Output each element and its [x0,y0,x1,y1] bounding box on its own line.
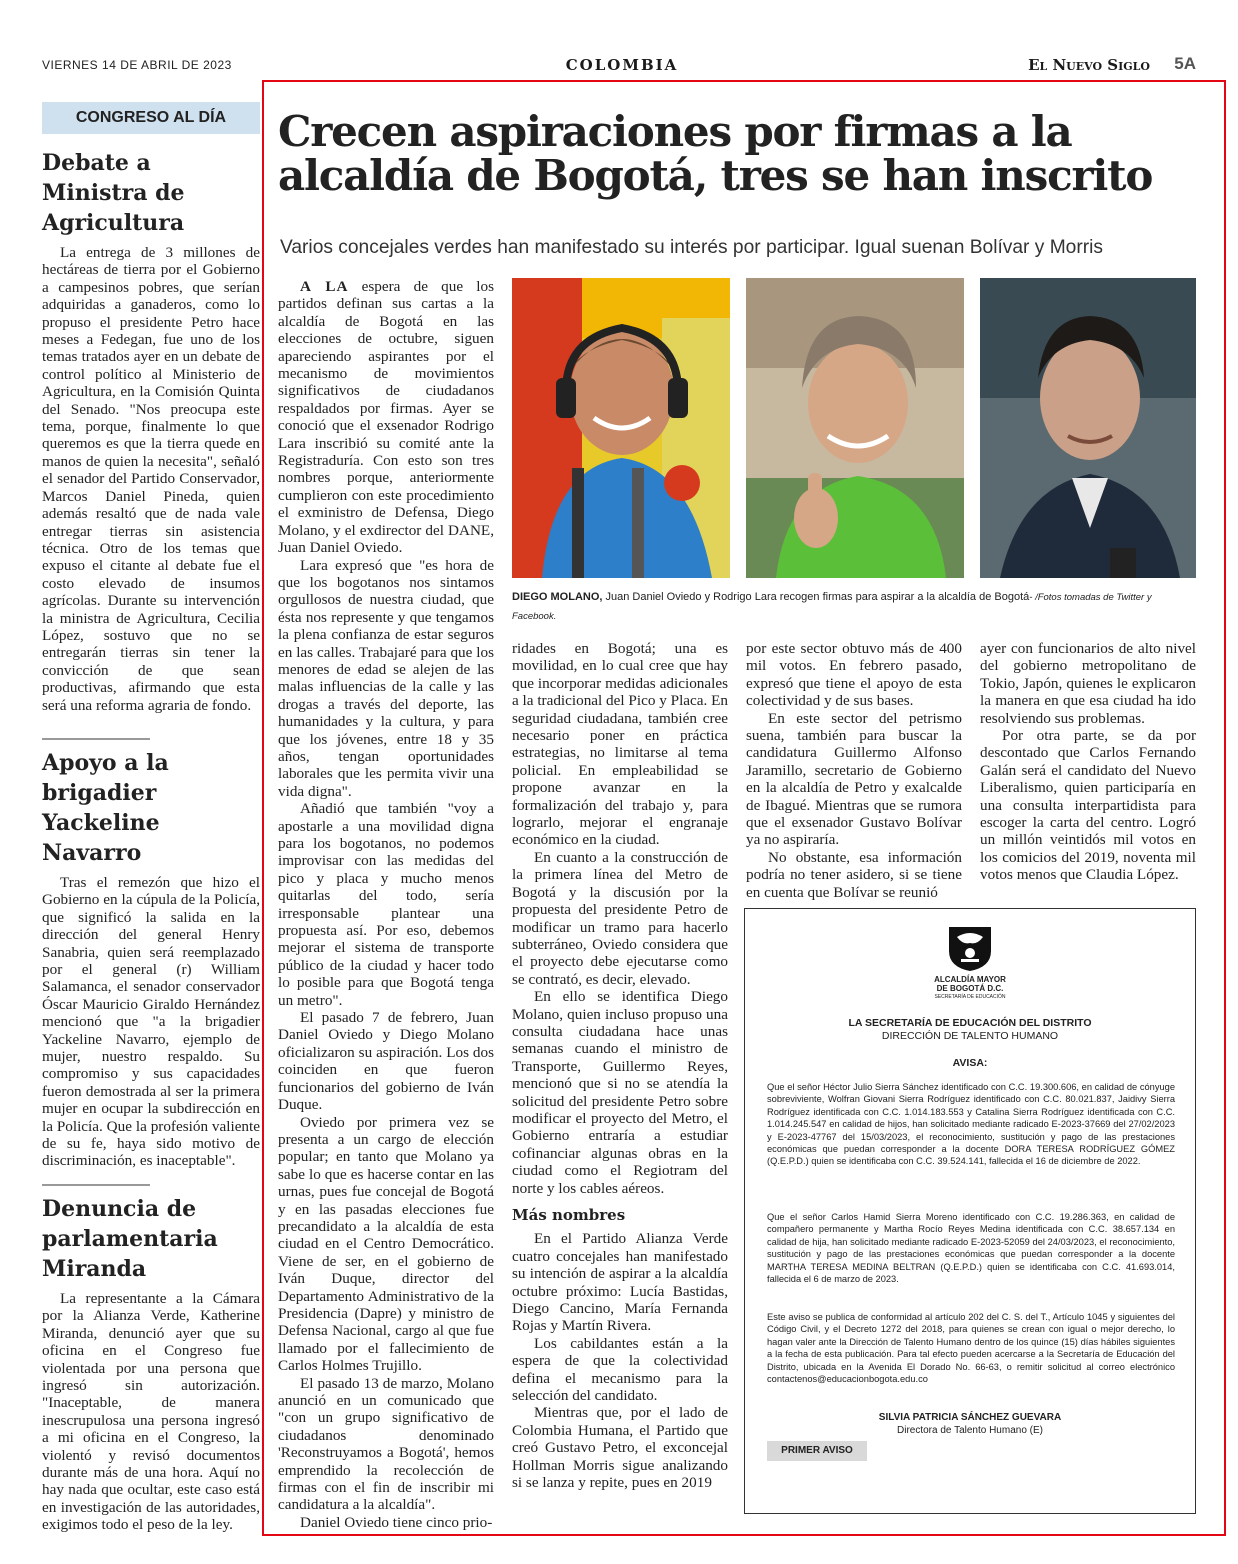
sidebar-story-body: La entrega de 3 millones de hectáreas de tierra por el Gobierno a campesinos pobres, que serían adquiridas a ganaderos, como lo propuso el presidente Petro hace meses a Fedegan, fue uno de los temas tratados ayer en un debate de control político al Ministerio de Agricultura, en la Comisión Quinta del Senado. "Nos preocupa este tema, porque, finalmente lo que queremos es que la tierra quede en manos de quien la necesita", señaló el senador del Partido Conservador, Marcos Daniel Pineda, quien además resaltó que de nada vale entregar tierras sin asistencia técnica. Otro de los temas que expuso el citante al debate fue el costo elevado de insumos agrícolas. Durante su intervención la ministra de Agricultura, Cecilia López, sostuvo que no se entregarán tierras sin tener la convicción de que sean productivas, afirmando que esta será una reforma agraria de fondo. [42,244,260,714]
photo-juan-daniel-oviedo [746,278,964,578]
bogota-coat-of-arms-icon [943,923,997,973]
article-column-4 [980,640,1196,884]
article-paragraph: ridades en Bogotá; una es movilidad, en lo cual cree que hay que incorporar medidas adicionales a la tradicional del Pico y Placa. En seguridad ciudadana, también cree necesario poner en práctica estrategias, no limitarse al tema policial. En empleabilidad se propone avanzar en la formalización del trabajo y, para lograrlo, mejorar el engranaje económico en la ciudad. [512,640,728,849]
article-paragraph: En el Partido Alianza Verde cuatro concejales han manifestado su intención de aspirar a la alcaldía octubre próximo: Lucía Bastidas, Diego Cancino, María Fernanda Rojas y Martín Rivera. [512,1230,728,1335]
article-paragraph: Daniel Oviedo tiene cinco prio- [300,1513,493,1531]
article-paragraph: En ello se identifica Diego Molano, quien incluso propuso una consulta ciudadana hace unas semanas cuando el ministro de Transporte, Guillermo Reyes, mencionó que si no se atendía la solicitud del presidente Petro sobre modificar el proyecto del Metro, el Gobierno entraría a estudiar cofinanciar algunas obras en la ciudad como el Regiotram del norte y los cables aéreos. [512,988,728,1197]
sidebar-divider [42,1184,150,1186]
article-column-1 [278,278,494,1531]
article-paragraph: Los cabildantes están a la espera de que la colectividad defina el mecanismo para la selección del candidato. [512,1334,728,1405]
page-header [42,56,1196,78]
article-column-3 [746,640,962,901]
article-paragraph: En cuanto a la construcción de la primera línea del Metro de Bogotá y la discusión por la propuesta del presidente Petro de modificar un tramo para hacerlo subterráneo, Oviedo considera que el proyecto debe ejecutarse como se contrató, es decir, elevado. [512,848,728,988]
notice-paragraph: Que el señor Héctor Julio Sierra Sánchez identificado con C.C. 19.300.606, en calidad de cónyuge sobreviviente, Wolfran Giovani Sierra Rodríguez identificado con C.C. 80.021.837, Jaidivy Sierra Rodríguez identificada con C.C. 1.014.183.553 y Catalina Sierra Rodríguez identificada con C.C. 1.014.245.547 en calidad de hijos, han solicitado mediante radicado E-2023-37669 del 27/02/2023 y E-2023-47767 del 15/03/2023, el reconocimiento, sustitución y pago de las prestaciones económicas que puedan corresponder a la docente DORA TERESA RODRÍGUEZ GÓMEZ (Q.E.P.D.) quien se identificaba con C.C. 39.524.141, fallecida el 16 de diciembre de 2022. [767,1082,1175,1167]
article-paragraph: Añadió que también "voy a apostarle a una movilidad digna para los bogotanos, no podemos improvisar con las medidas del pico y placa y mucho menos quitarlas del todo, sería irresponsable plantear una propuesta así. Por eso, debemos mejorar el sistema de transporte público de la ciudad y hacer todo lo posible para que Bogotá tenga un metro". [278,800,494,1009]
official-notice-box [744,908,1196,1514]
article-paragraph: A LA espera de que los partidos definan sus cartas a la alcaldía de Bogotá en las elecciones de octubre, siguen apareciendo aspirantes por el mecanismo de movimientos significativos de ciudadanos respaldados por firmas. Ayer se conoció que el exsenador Rodrigo Lara inscribió su comité ante la Registraduría. Con esto son tres nombres porque, anteriormente cumplieron con este procedimiento el exministro de Defensa, Diego Molano, y el exdirector del DANE, Juan Daniel Oviedo. [278,278,494,557]
notice-heading: LA SECRETARÍA DE EDUCACIÓN DEL DISTRITO DIRECCIÓN DE TALENTO HUMANO [848,1017,1092,1042]
section-name: COLOMBIA [565,56,679,74]
sidebar-story-body: La representante a la Cámara por la Alianza Verde, Katherine Miranda, denunció ayer que su oficina en el Congreso fue violentada por una persona que ingresó sin autorización. "Inaceptable, de manera inescrupulosa una persona ingresó a mi oficina en el Congreso, la violentó y revisó documentos durante más de una hora. Aquí no hay nada que ocultar, este caso está en investigación de las autoridades, exigimos todo el peso de la ley. [42,1289,260,1534]
article-paragraph: El pasado 13 de marzo, Molano anunció en un comunicado que "con un grupo significativo de ciudadanos denominado 'Reconstruyamos a Bogotá', hemos emprendido la recolección de firmas con el fin de inscribir mi candidatura a la alcaldía". [278,1374,494,1514]
sidebar-congreso [42,102,260,1534]
article-subtitle: Varios concejales verdes han manifestado su interés por participar. Igual suenan Bolívar y Morris [280,237,1103,258]
article-paragraph: ayer con funcionarios de alto nivel del gobierno metropolitano de Tokio, Japón, quienes le explicaron la manera en que esa ciudad ha ido resolviendo sus problemas. [980,640,1196,727]
notice-avisa: AVISA: [952,1057,988,1069]
photo-diego-molano [512,278,730,578]
photo-caption: DIEGO MOLANO, Juan Daniel Oviedo y Rodrigo Lara recogen firmas para aspirar a la alcaldía de Bogotá- /Fotos tomadas de Twitter y Facebook. [512,591,1152,622]
issue-date: VIERNES 14 DE ABRIL DE 2023 [42,58,232,72]
sidebar-divider [42,738,150,740]
article-paragraph: Por otra parte, se da por descontado que Carlos Fernando Galán será el candidato del Nuevo Liberalismo, quien participaría en una consulta interpartidista para escoger la carta del centro. Logró un millón veintidós mil votos en los comicios del 2019, noventa mil votos menos que Claudia López. [980,727,1196,884]
article-paragraph: En este sector del petrismo suena, también para buscar la candidatura Guillermo Alfonso Jaramillo, secretario de Gobierno en la alcaldía de Petro y exalcalde de Ibagué. Mientras que se rumora que el exsenador Gustavo Bolívar ya no aspiraría. [746,709,962,849]
lead-word: A LA [300,278,349,295]
article-subhead: Más nombres [512,1206,626,1224]
sidebar-banner: CONGRESO AL DÍA [42,102,260,134]
article-paragraph: No obstante, esa información podría no tener asidero, si se tiene en cuenta que Bolívar se reunió [746,848,962,901]
article-paragraph: Oviedo por primera vez se presenta a un cargo de elección popular; en tanto que Molano ya sabe lo que es hacerse contar en las urnas, pues fue concejal de Bogotá y en las pasadas elecciones fue precandidato a la alcaldía de esta ciudad en el Centro Democrático. Viene de ser, en el gobierno de Iván Duque, director del Departamento Administrativo de la Presidencia (Dapre) y ministro de Defensa Nacional, cargo al que fue llamado por el fallecimiento de Carlos Holmes Trujillo. [278,1113,494,1375]
sidebar-story-body: Tras el remezón que hizo el Gobierno en la cúpula de la Policía, que significó la salida en la dirección del general Henry Sanabria, quien será reemplazado por el general (r) William Salamanca, el senador conservador Óscar Mauricio Giraldo Hernández mencionó que "a la brigadier Yackeline Navarro, ejemplo de mujer, nuestro respaldo. Su compromiso y sus capacidades fueron demostrada al ser la primera mujer en ocupar la subdirección en la Policía. Que la profesión valiente de su fe, haya sido motivo de discriminación, es inaceptable". [42,873,260,1170]
article-paragraph: por este sector obtuvo más de 400 mil votos. En febrero pasado, expresó que tiene el apoyo de esta colectividad y de sus bases. [746,640,962,710]
page-number: 5A [1174,54,1196,73]
article-paragraph: El pasado 7 de febrero, Juan Daniel Oviedo y Diego Molano oficializaron su aspiración. Los dos coinciden en que fueron funcionarios del gobierno de Iván Duque. [278,1009,494,1114]
newspaper-name: El Nuevo Siglo [1028,56,1150,74]
article-paragraph: Mientras que, por el lado de Colombia Humana, el Partido que creó Gustavo Petro, el exconcejal Hollman Morris sigue analizando si se lanza y repite, pues en 2019 [512,1404,728,1492]
sidebar-story-title: Apoyo a la brigadier Yackeline Navarro [42,749,169,866]
sidebar-story-title: Denuncia de parlamentaria Miranda [42,1195,218,1282]
article-column-2 [512,640,728,1492]
photo-rodrigo-lara [980,278,1196,578]
sidebar-story-title: Debate a Ministra de Agricultura [42,150,185,236]
notice-organization: ALCALDÍA MAYOR DE BOGOTÁ D.C. SECRETARÍA DE EDUCACIÓN [934,975,1006,1000]
article-paragraph: Lara expresó que "es hora de que los bogotanos nos sintamos orgullosos de nuestra ciudad, que ésta nos represente y que tengamos la plena confianza de estar seguros en las calles. Trabajaré para que los menores de edad se alejen de las malas influencias de la calle y las drogas a través del deporte, las humanidades y la cultura, y para que los jóvenes, entre 18 y 35 años, tengan oportunidades laborales que les permita vivir una vida digna". [278,556,494,800]
notice-paragraph: Que el señor Carlos Hamid Sierra Moreno identificado con C.C. 19.286.363, en calidad de compañero permanente y Martha Rocío Reyes Medina identificada con C.C. 38.657.134 en calidad de hija, han solicitado mediante radicado E-2023-52059 del 24/03/2023, el reconocimiento, sustitución y pago de las prestaciones económicas que puedan corresponder a la docente MARTHA TERESA MEDINA BELTRAN (Q.E.P.D.) quien se identificaba con C.C. 41.693.014, fallecida el 6 de marzo de 2023. [767,1212,1175,1285]
article-headline: Crecen aspiraciones por firmas a la alcaldía de Bogotá, tres se han inscrito [278,107,1153,200]
notice-paragraph: Este aviso se publica de conformidad al artículo 202 del C. S. del T., Artículo 1045 y siguientes del Código Civil, y el Decreto 1272 del 2018, para quienes se crean con igual o mejor derecho, lo hagan valer ante la Dirección de Talento Humano dentro de los quince (15) días hábiles siguientes a la fecha de esta publicación. Para tal efecto pueden acercarse a la Secretaría de Educación del Distrito, ubicada en la Avenida El Dorado No. 66-63, o remitir solicitud al correo electrónico contactenos@educacionbogota.edu.co [767,1312,1175,1385]
notice-signature: SILVIA PATRICIA SÁNCHEZ GUEVARA Directora de Talento Humano (E) [878,1412,1062,1436]
first-notice-label: PRIMER AVISO [767,1441,867,1461]
